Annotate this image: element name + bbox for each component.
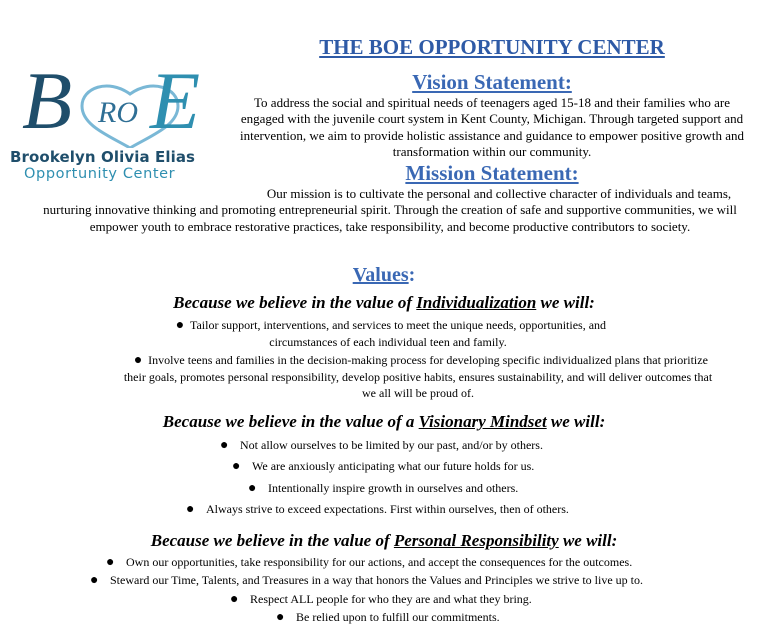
bullet-icon: ● <box>186 502 195 517</box>
list-item: ● Tailor support, interventions, and services to meet the unique needs, opportunities, and circumstances of each individual teen and family. <box>148 317 628 350</box>
bullet-icon: ● <box>232 459 241 474</box>
bullet-icon: ● <box>248 481 257 496</box>
list-item: ● Be relied upon to fulfill our commitments. <box>276 610 500 625</box>
mission-heading: Mission Statement: <box>405 161 579 185</box>
bullet-icon: ● <box>106 555 115 570</box>
bullet-icon: ● <box>276 610 285 625</box>
logo-b-letter: B <box>22 55 73 146</box>
page-title: THE BOE OPPORTUNITY CENTER <box>319 35 665 59</box>
bullet-icon: ● <box>175 318 185 333</box>
values-heading-label: Values <box>352 264 409 286</box>
value-heading-visionary-mindset: Because we believe in the value of a Visionary Mindset we will: <box>162 412 606 431</box>
boe-logo-mark <box>0 48 226 148</box>
list-item: ● Involve teens and families in the decision-making process for developing specific individualized plans that prioritize their goals, promotes personal responsibility, develop positive habits, ensures sustainability, and will deliver outcomes that we all will be proud of. <box>123 353 713 400</box>
values-heading-colon: : <box>408 264 416 286</box>
bullet-icon: ● <box>230 592 239 607</box>
logo <box>0 48 226 190</box>
list-item: ● Not allow ourselves to be limited by our past, and/or by others. <box>220 438 543 453</box>
list-item: ● Own our opportunities, take responsibility for our actions, and accept the consequences for the outcomes. <box>106 555 633 570</box>
logo-e-letter: E <box>150 55 201 146</box>
values-heading <box>0 264 768 287</box>
list-item: ● Respect ALL people for who they are and what they bring. <box>230 592 532 607</box>
mission-text: Our mission is to cultivate the personal and collective character of individuals and teams, nurturing innovative thinking and promoting entrepreneurial spirit. Through the creation of safe and supportive communities, we will empower youth to embrace restorative practices, take responsibility, and become productive contributors to society. <box>43 186 737 234</box>
value-heading-personal-responsibility: Because we believe in the value of Personal Responsibility we will: <box>150 531 618 550</box>
list-item: ● Intentionally inspire growth in ourselves and others. <box>248 481 519 496</box>
bullet-icon: ● <box>133 353 143 368</box>
vision-text: To address the social and spiritual needs of teenagers aged 15-18 and their families who are engaged with the juvenile court system in Kent County, Michigan. Through targeted support and intervention, we aim to provide holistic assistance and guidance to empower positive growth and transformation within our community. <box>240 95 744 160</box>
value-heading-individualization: Because we believe in the value of Individualization we will: <box>173 293 595 312</box>
list-item: ● Always strive to exceed expectations. First within ourselves, then of others. <box>186 502 569 517</box>
logo-ro-letters: RO <box>98 96 138 129</box>
logo-name: Brookelyn Olivia Elias <box>10 148 196 166</box>
list-item: ● We are anxiously anticipating what our future holds for us. <box>232 459 535 474</box>
bullet-icon: ● <box>90 573 99 588</box>
list-item: ● Steward our Time, Talents, and Treasures in a way that honors the Values and Principles we strive to live up to. <box>90 573 643 588</box>
logo-subtitle: Opportunity Center <box>24 166 176 182</box>
bullet-icon: ● <box>220 438 229 453</box>
vision-heading: Vision Statement: <box>412 70 572 94</box>
